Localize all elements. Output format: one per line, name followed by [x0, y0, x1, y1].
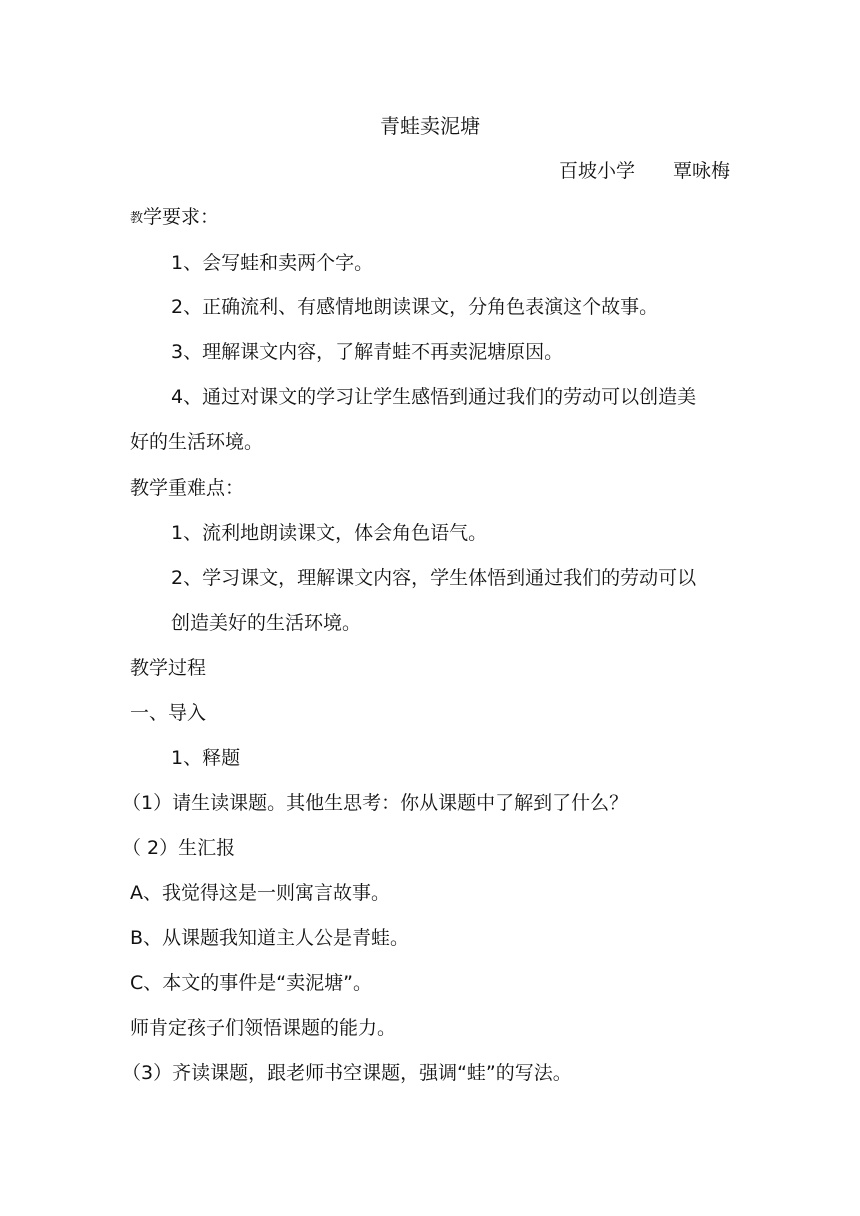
key-points-heading: 教学重难点：	[130, 477, 245, 499]
process-line: （1）请生读课题。其他生思考：你从课题中了解到了什么？	[122, 792, 629, 814]
process-line: 师肯定孩子们领悟课题的能力。	[130, 1017, 397, 1039]
process-heading: 教学过程	[130, 657, 207, 679]
requirement-item: 4、通过对课文的学习让学生感悟到通过我们的劳动可以创造美	[171, 386, 697, 408]
requirement-item: 1、会写蛙和卖两个字。	[171, 252, 374, 274]
step-heading: 1、释题	[171, 747, 241, 769]
key-point-item: 1、流利地朗读课文，体会角色语气。	[171, 522, 488, 544]
process-line: C、本文的事件是“卖泥塘”。	[130, 972, 372, 994]
requirement-item-continuation: 好的生活环境。	[130, 431, 264, 453]
process-line: A、我觉得这是一则寓言故事。	[130, 882, 390, 904]
author-line	[559, 162, 730, 181]
requirement-item: 2、正确流利、有感情地朗读课文，分角色表演这个故事。	[171, 296, 659, 318]
teacher-name: 覃咏梅	[672, 160, 730, 182]
process-line: （ 2）生汇报	[122, 837, 236, 859]
section-heading: 一、导入	[130, 702, 207, 724]
key-point-item-continuation: 创造美好的生活环境。	[171, 612, 362, 634]
requirements-heading-prefix: 教	[130, 211, 144, 226]
document-title: 青蛙卖泥塘	[380, 114, 480, 138]
requirement-item: 3、理解课文内容，了解青蛙不再卖泥塘原因。	[171, 341, 564, 363]
key-point-item: 2、学习课文，理解课文内容，学生体悟到通过我们的劳动可以	[171, 567, 697, 589]
requirements-heading	[130, 208, 219, 227]
requirements-heading-text: 学要求：	[143, 206, 220, 228]
process-line: B、从课题我知道主人公是青蛙。	[130, 927, 410, 949]
process-line: （3）齐读课题，跟老师书空课题，强调“蛙”的写法。	[122, 1062, 572, 1084]
school-name: 百坡小学	[558, 160, 635, 182]
